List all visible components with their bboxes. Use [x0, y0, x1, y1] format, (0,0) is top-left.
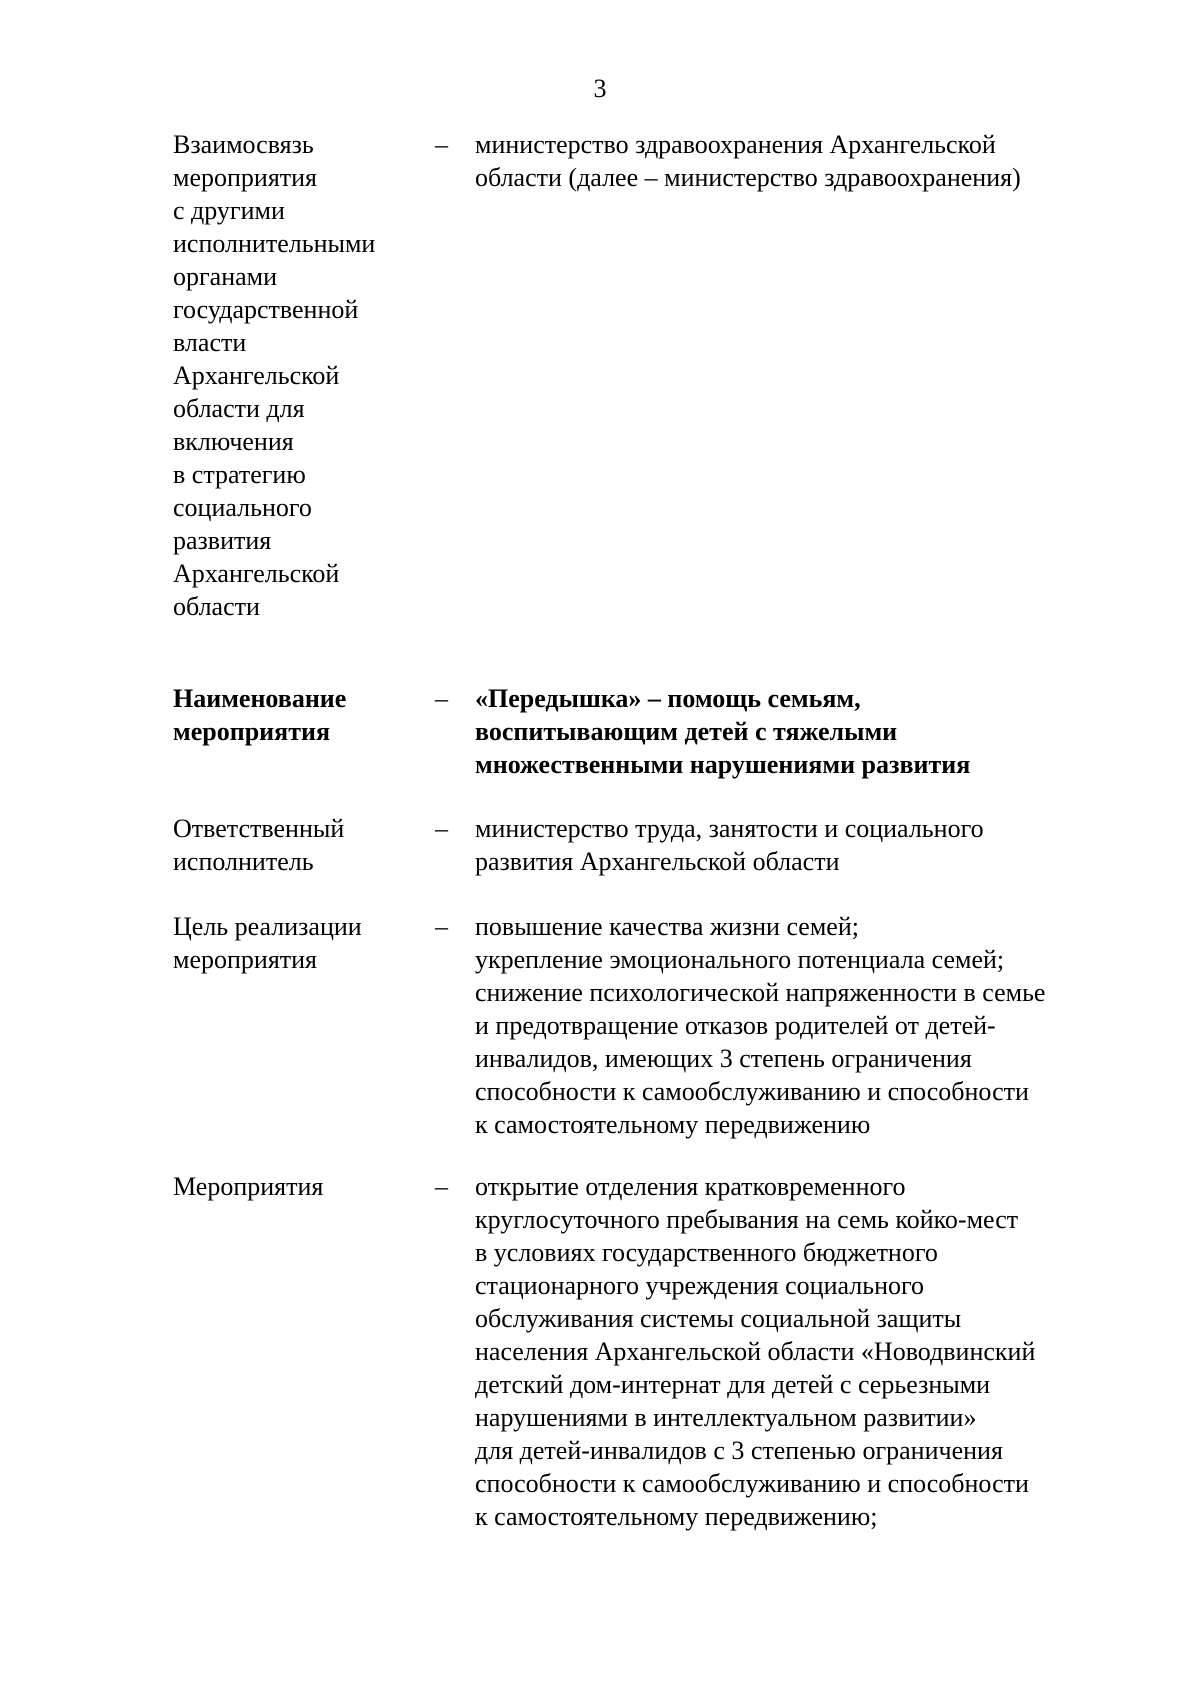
section-label: [173, 1170, 413, 1203]
page-number: 3: [593, 74, 607, 103]
section-value: [475, 128, 1115, 194]
value-line: детский дом-интернат для детей с серьезными: [475, 1370, 991, 1399]
section-label: [173, 812, 413, 878]
section-value: [475, 812, 1115, 878]
section-label: [173, 128, 413, 623]
label-line: развития: [173, 526, 272, 555]
section-value: [475, 1170, 1115, 1533]
section-value: [475, 682, 1115, 781]
value-line: области (далее – министерство здравоохранения): [475, 163, 1021, 192]
label-line: исполнительными: [173, 229, 376, 258]
label-line: включения: [173, 427, 294, 456]
label-line: Архангельской: [173, 361, 340, 390]
separator-dash: –: [435, 814, 448, 843]
value-line: открытие отделения кратковременного: [475, 1172, 906, 1201]
value-line: «Передышка» – помощь семьям,: [475, 684, 861, 713]
value-line: способности к самообслуживанию и способности: [475, 1469, 1029, 1498]
value-line: множественными нарушениями развития: [475, 750, 971, 779]
value-line: для детей-инвалидов с 3 степенью ограничения: [475, 1436, 1003, 1465]
label-line: исполнитель: [173, 847, 314, 876]
value-line: обслуживания системы социальной защиты: [475, 1304, 962, 1333]
label-line: Мероприятия: [173, 1172, 324, 1201]
label-line: с другими: [173, 196, 285, 225]
label-line: Взаимосвязь: [173, 130, 314, 159]
separator-dash: –: [435, 684, 448, 713]
value-line: к самостоятельному передвижению;: [475, 1502, 878, 1531]
value-line: круглосуточного пребывания на семь койко-мест: [475, 1205, 1019, 1234]
value-line: воспитывающим детей с тяжелыми: [475, 717, 898, 746]
section-label: [173, 682, 413, 748]
separator-dash: –: [435, 912, 448, 941]
label-line: области: [173, 592, 260, 621]
value-line: инвалидов, имеющих 3 степень ограничения: [475, 1044, 972, 1073]
value-line: министерство здравоохранения Архангельской: [475, 130, 996, 159]
value-line: повышение качества жизни семей;: [475, 912, 859, 941]
label-line: Ответственный: [173, 814, 345, 843]
label-line: Наименование: [173, 684, 347, 713]
label-line: Цель реализации: [173, 912, 362, 941]
value-line: министерство труда, занятости и социального: [475, 814, 984, 843]
section-value: [475, 910, 1115, 1141]
value-line: населения Архангельской области «Новодвинский: [475, 1337, 1036, 1366]
value-line: нарушениями в интеллектуальном развитии»: [475, 1403, 977, 1432]
label-line: власти: [173, 328, 247, 357]
value-line: снижение психологической напряженности в семье: [475, 978, 1046, 1007]
section-label: [173, 910, 413, 976]
label-line: государственной: [173, 295, 359, 324]
value-line: в условиях государственного бюджетного: [475, 1238, 938, 1267]
label-line: мероприятия: [173, 163, 318, 192]
value-line: к самостоятельному передвижению: [475, 1110, 871, 1139]
separator-dash: –: [435, 1172, 448, 1201]
label-line: в стратегию: [173, 460, 306, 489]
separator-dash: –: [435, 130, 448, 159]
label-line: мероприятия: [173, 717, 331, 746]
label-line: органами: [173, 262, 278, 291]
value-line: развития Архангельской области: [475, 847, 840, 876]
value-line: и предотвращение отказов родителей от детей-: [475, 1011, 996, 1040]
label-line: Архангельской: [173, 559, 340, 588]
label-line: социального: [173, 493, 312, 522]
label-line: области для: [173, 394, 305, 423]
value-line: способности к самообслуживанию и способности: [475, 1077, 1029, 1106]
value-line: укрепление эмоционального потенциала семей;: [475, 945, 1005, 974]
label-line: мероприятия: [173, 945, 318, 974]
value-line: стационарного учреждения социального: [475, 1271, 925, 1300]
